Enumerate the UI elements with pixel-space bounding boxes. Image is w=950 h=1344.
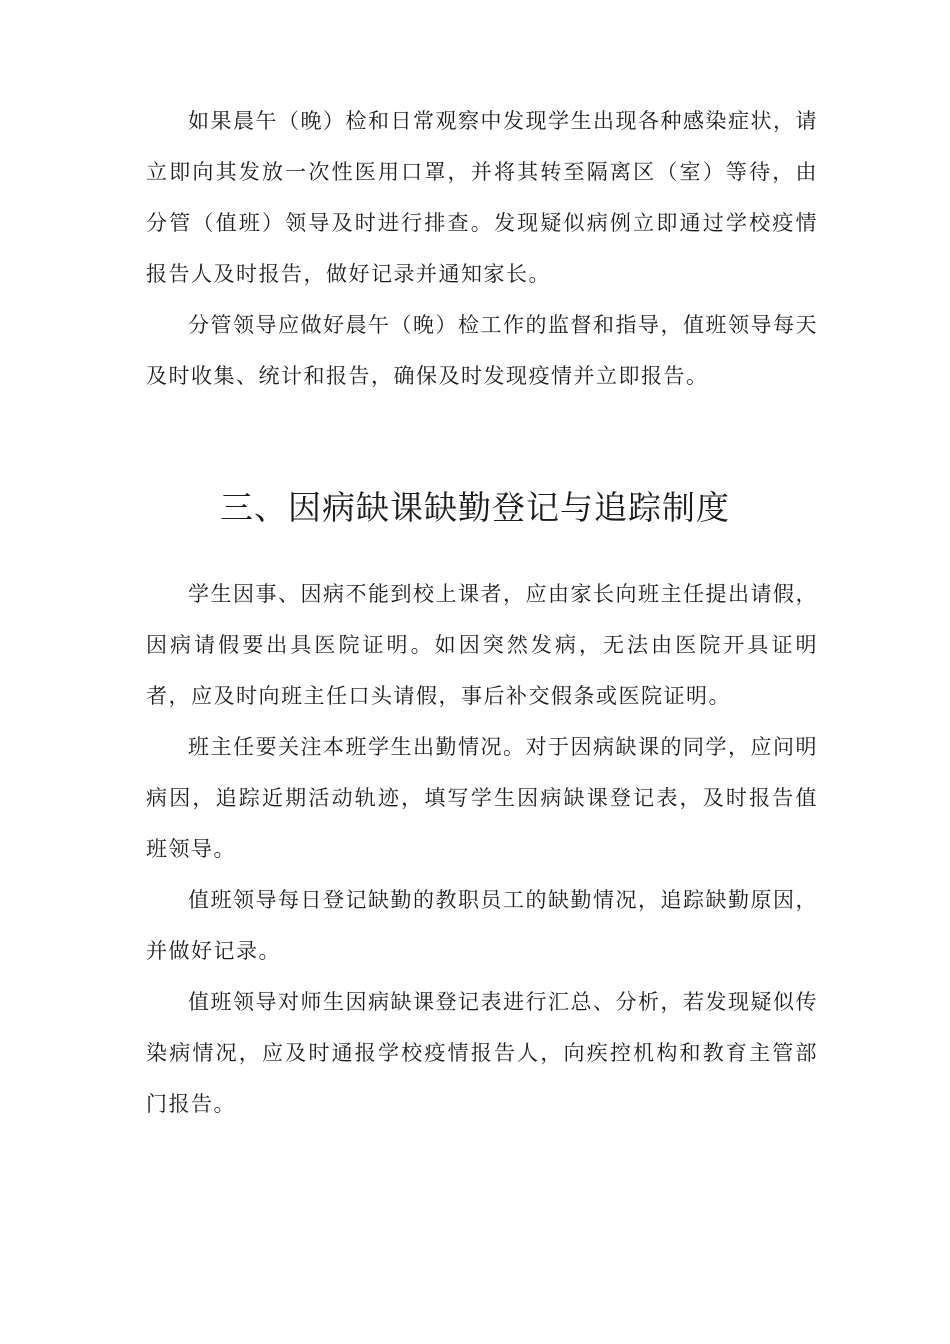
- paragraph-student-leave: 学生因事、因病不能到校上课者，应由家长向班主任提出请假，因病请假要出具医院证明。如因突然发病，无法由医院开具证明者，应及时向班主任口头请假，事后补交假条或医院证明。: [146, 582, 818, 708]
- paragraph-summary-report: 值班领导对师生因病缺课登记表进行汇总、分析，若发现疑似传染病情况，应及时通报学校疫情报告人，向疾控机构和教育主管部门报告。: [146, 990, 818, 1116]
- paragraph-leader-supervision: 分管领导应做好晨午（晚）检工作的监督和指导，值班领导每天及时收集、统计和报告，确保及时发现疫情并立即报告。: [146, 313, 818, 388]
- morning-check-section: [146, 96, 818, 402]
- paragraph-staff-absence: 值班领导每日登记缺勤的教职员工的缺勤情况，追踪缺勤原因，并做好记录。: [146, 888, 818, 963]
- paragraph-teacher-attendance: 班主任要关注本班学生出勤情况。对于因病缺课的同学，应问明病因，追踪近期活动轨迹，填写学生因病缺课登记表，及时报告值班领导。: [146, 735, 818, 861]
- paragraph-symptom-handling: 如果晨午（晚）检和日常观察中发现学生出现各种感染症状，请立即向其发放一次性医用口罩，并将其转至隔离区（室）等待，由分管（值班）领导及时进行排查。发现疑似病例立即通过学校疫情报告人及时报告，做好记录并通知家长。: [146, 109, 818, 286]
- absence-tracking-section: [146, 569, 818, 1130]
- section-three-title: 三、因病缺课缺勤登记与追踪制度: [220, 488, 730, 527]
